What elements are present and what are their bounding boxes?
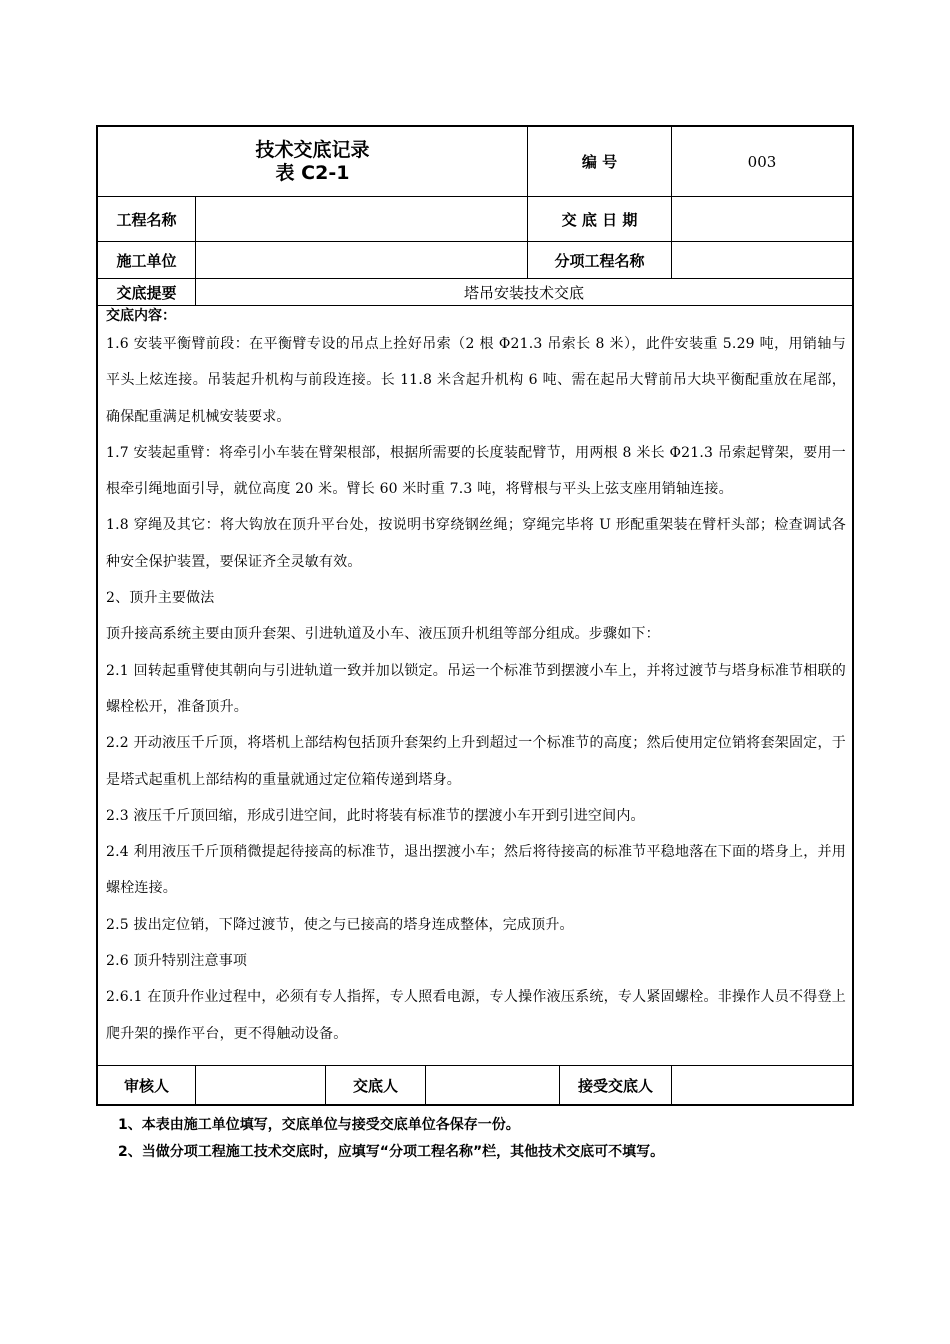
- note-item: 1、本表由施工单位填写，交底单位与接受交底单位各保存一份。: [118, 1117, 520, 1133]
- sub-project-label: 分项工程名称: [528, 242, 672, 278]
- content-paragraph: 2.3 液压千斤顶回缩，形成引进空间，此时将装有标准节的摆渡小车开到引进空间内。: [106, 807, 645, 824]
- reviewer-field[interactable]: [196, 1066, 326, 1104]
- header-row: [96, 125, 854, 197]
- content-paragraph: 1.6 安装平衡臂前段：在平衡臂专设的吊点上拴好吊索（2 根 Φ21.3 吊索长 8 米），此件安装重 5.29 吨，用销轴与平头上炫连接。吊装起升机构与前段连接。长 11.8 米含起升机构 6 吨、需在起吊大臂前吊大块平衡配重放在尾部，确保配重满足机械安装要求。: [106, 336, 846, 425]
- summary-value: 塔吊安装技术交底: [463, 283, 584, 302]
- discloser-field[interactable]: [426, 1066, 560, 1104]
- form-title: [98, 127, 528, 196]
- discloser-label: 交底人: [326, 1066, 426, 1104]
- project-name-row: [96, 197, 854, 242]
- reviewer-label: 审核人: [98, 1066, 196, 1104]
- content-paragraph: 2.5 拔出定位销，下降过渡节，使之与已接高的塔身连成整体，完成顶升。: [106, 916, 574, 933]
- disclosure-form: [96, 125, 854, 1106]
- receiver-field[interactable]: [672, 1066, 852, 1104]
- number-value: 003: [747, 152, 777, 171]
- date-field[interactable]: [672, 197, 852, 241]
- project-name-label: 工程名称: [98, 197, 196, 241]
- note-item: 2、当做分项工程施工技术交底时，应填写“分项工程名称”栏，其他技术交底可不填写。: [118, 1144, 665, 1160]
- sub-project-field[interactable]: [672, 242, 852, 278]
- content-heading: 交底内容：: [106, 308, 176, 324]
- form-title-line1: 技术交底记录: [255, 138, 370, 161]
- content-paragraph: 2.4 利用液压千斤顶稍微提起待接高的标准节，退出摆渡小车；然后将待接高的标准节平稳地落在下面的塔身上，并用螺栓连接。: [106, 844, 846, 897]
- form-title-line2: 表 C2-1: [275, 161, 350, 184]
- disclosure-content: [96, 306, 854, 1066]
- content-paragraph: 2.6 顶升特别注意事项: [106, 953, 248, 970]
- summary-row: [96, 279, 854, 306]
- summary-label: 交底提要: [98, 279, 196, 305]
- content-paragraph: 2.6.1 在顶升作业过程中，必须有专人指挥，专人照看电源，专人操作液压系统，专人紧固螺栓。非操作人员不得登上爬升架的操作平台，更不得触动设备。: [106, 989, 846, 1042]
- content-paragraph: 2、顶升主要做法: [106, 590, 215, 607]
- number-label: 编 号: [528, 127, 672, 196]
- construction-unit-row: [96, 242, 854, 279]
- content-paragraph: 2.2 开动液压千斤顶，将塔机上部结构包括顶升套架约上升到超过一个标准节的高度；然后使用定位销将套架固定，于是塔式起重机上部结构的重量就通过定位箱传递到塔身。: [106, 735, 846, 788]
- project-name-field[interactable]: [196, 197, 528, 241]
- receiver-label: 接受交底人: [560, 1066, 672, 1104]
- form-notes: [118, 1112, 664, 1166]
- content-paragraph: 1.8 穿绳及其它：将大钩放在顶升平台处，按说明书穿绕钢丝绳；穿绳完毕将 U 形配重架装在臂杆头部；检查调试各种安全保护装置，要保证齐全灵敏有效。: [106, 517, 846, 570]
- construction-unit-label: 施工单位: [98, 242, 196, 278]
- signature-row: [96, 1066, 854, 1106]
- content-paragraph: 顶升接高系统主要由顶升套架、引进轨道及小车、液压顶升机组等部分组成。步骤如下：: [106, 626, 660, 643]
- content-paragraph: 1.7 安装起重臂：将牵引小车装在臂架根部，根据所需要的长度装配臂节，用两根 8 米长 Φ21.3 吊索起臂架，要用一根牵引绳地面引导，就位高度 20 米。臂长 60 米时重 7.3 吨，将臂根与平头上弦支座用销轴连接。: [106, 444, 846, 498]
- content-paragraph: 2.1 回转起重臂使其朝向与引进轨道一致并加以锁定。吊运一个标准节到摆渡小车上，并将过渡节与塔身标准节相联的螺栓松开，准备顶升。: [106, 662, 846, 715]
- construction-unit-field[interactable]: [196, 242, 528, 278]
- date-label: 交 底 日 期: [528, 197, 672, 241]
